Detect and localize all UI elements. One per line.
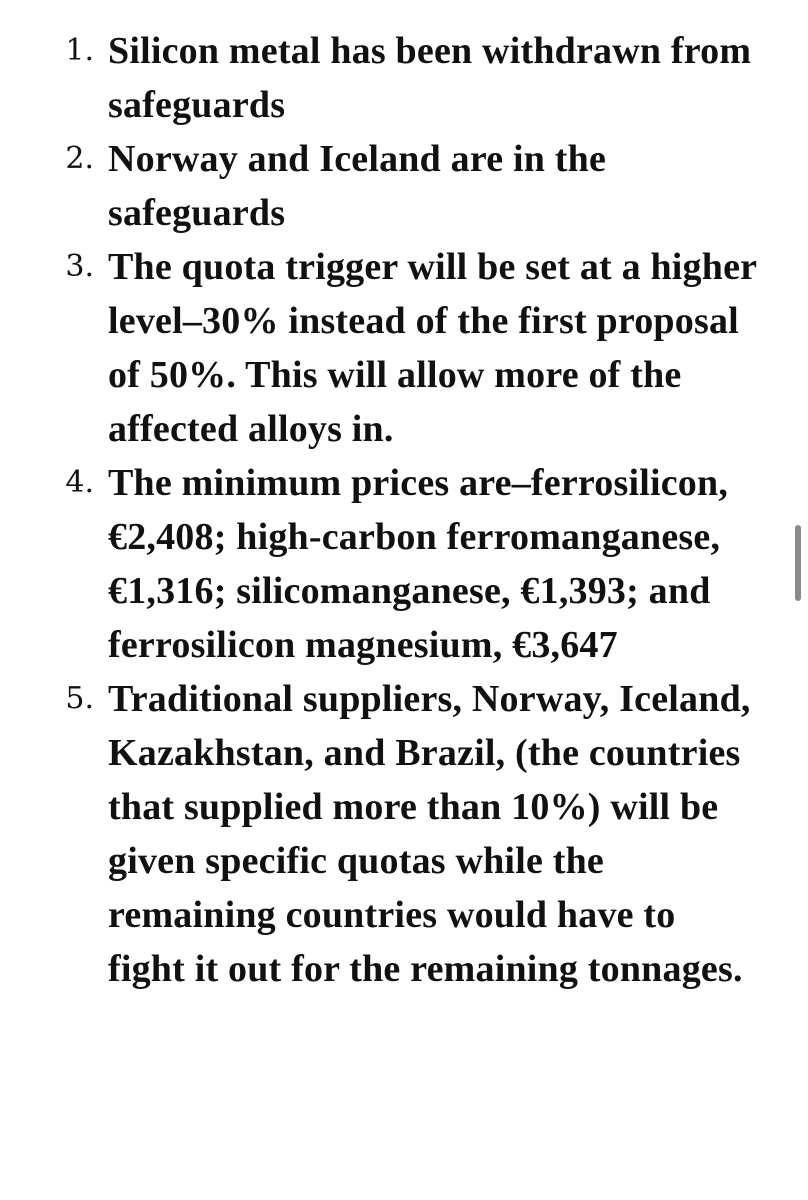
- list-item-text: Norway and Iceland are in the safeguards: [108, 138, 607, 234]
- list-item: [0, 456, 808, 672]
- list-item-number: 4.: [65, 465, 94, 500]
- list-item-number: 2.: [65, 141, 94, 176]
- list-item-text: The minimum prices are–ferrosilicon, €2,408; high-carbon ferromanganese, €1,316; silicomanganese, €1,393; and ferrosilicon magnesium, €3,647: [108, 462, 729, 666]
- list-item: [0, 132, 808, 240]
- list-item: [0, 672, 808, 996]
- list-item-number: 5.: [65, 681, 94, 716]
- list-item-text: Silicon metal has been withdrawn from safeguards: [108, 30, 752, 126]
- list-item-number: 3.: [65, 249, 94, 284]
- numbered-list: [0, 24, 808, 996]
- list-item-text: The quota trigger will be set at a higher level–30% instead of the first proposal of 50%. This will allow more of the affected alloys in.: [108, 246, 757, 450]
- list-item-text: Traditional suppliers, Norway, Iceland, Kazakhstan, and Brazil, (the countries that supplied more than 10%) will be given specific quotas while the remaining countries would have to fight it out for the remaining tonnages.: [108, 678, 751, 990]
- list-item: [0, 240, 808, 456]
- list-item: [0, 24, 808, 132]
- list-item-number: 1.: [65, 33, 94, 68]
- vertical-scrollbar[interactable]: [795, 525, 801, 601]
